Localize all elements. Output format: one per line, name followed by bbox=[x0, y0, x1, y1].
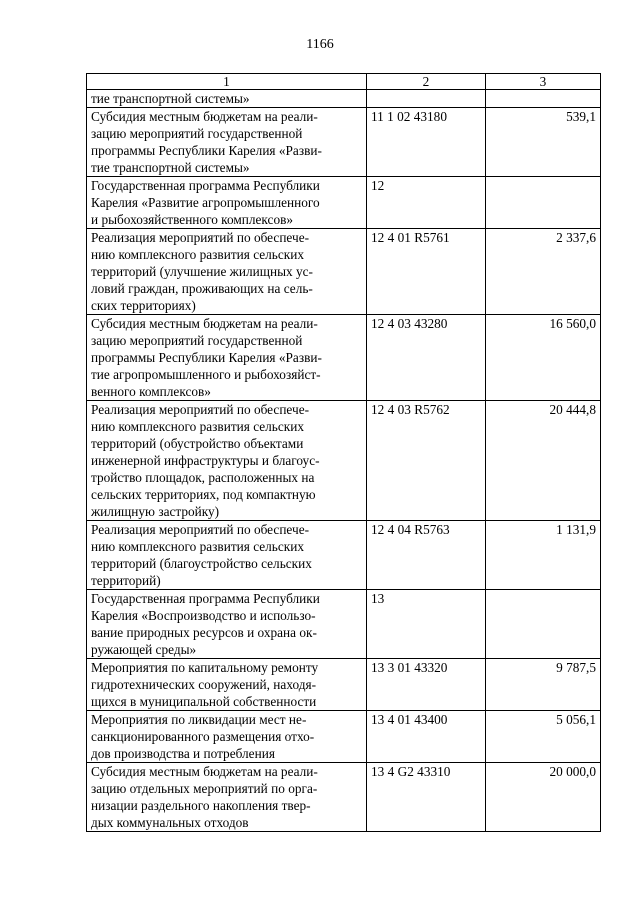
row-code: 12 4 03 R5762 bbox=[367, 401, 486, 521]
table-row bbox=[87, 763, 601, 832]
row-description bbox=[87, 108, 367, 177]
row-amount: 2 337,6 bbox=[486, 229, 601, 315]
description-line: тие транспортной системы» bbox=[91, 160, 250, 175]
row-code: 12 4 03 43280 bbox=[367, 315, 486, 401]
column-header-3: 3 bbox=[486, 74, 601, 90]
description-line: Реализация мероприятий по обеспече- bbox=[91, 230, 310, 245]
row-code: 13 4 G2 43310 bbox=[367, 763, 486, 832]
table-header-row bbox=[87, 74, 601, 90]
description-line: венного комплексов» bbox=[91, 384, 211, 399]
description-line: Карелия «Развитие агропромышленного bbox=[91, 195, 320, 210]
description-line: низации раздельного накопления твер- bbox=[91, 798, 311, 813]
table-row bbox=[87, 315, 601, 401]
description-line: ских территориях) bbox=[91, 298, 196, 313]
description-line: Реализация мероприятий по обеспече- bbox=[91, 522, 310, 537]
row-code: 12 4 04 R5763 bbox=[367, 521, 486, 590]
description-line: Субсидия местным бюджетам на реали- bbox=[91, 109, 318, 124]
column-header-1: 1 bbox=[87, 74, 367, 90]
description-line: тие агропромышленного и рыбохозяйст- bbox=[91, 367, 321, 382]
row-description bbox=[87, 590, 367, 659]
row-description bbox=[87, 315, 367, 401]
description-line: нию комплексного развития сельских bbox=[91, 419, 304, 434]
table-row bbox=[87, 177, 601, 229]
page-number: 1166 bbox=[306, 37, 334, 52]
description-line: ружающей среды» bbox=[91, 642, 197, 657]
row-description bbox=[87, 521, 367, 590]
row-code: 13 3 01 43320 bbox=[367, 659, 486, 711]
row-description bbox=[87, 711, 367, 763]
description-line: Субсидия местным бюджетам на реали- bbox=[91, 316, 318, 331]
description-line: территорий) bbox=[91, 573, 161, 588]
description-line: тие транспортной системы» bbox=[91, 91, 250, 106]
description-line: нию комплексного развития сельских bbox=[91, 539, 304, 554]
row-description bbox=[87, 90, 367, 108]
row-code: 13 4 01 43400 bbox=[367, 711, 486, 763]
description-line: Карелия «Воспроизводство и использо- bbox=[91, 608, 316, 623]
table-row bbox=[87, 401, 601, 521]
budget-table bbox=[86, 73, 601, 832]
table-row bbox=[87, 711, 601, 763]
description-line: гидротехнических сооружений, находя- bbox=[91, 677, 317, 692]
table-row bbox=[87, 590, 601, 659]
description-line: Государственная программа Республики bbox=[91, 178, 320, 193]
table-row bbox=[87, 90, 601, 108]
row-amount bbox=[486, 590, 601, 659]
description-line: Государственная программа Республики bbox=[91, 591, 320, 606]
row-code: 12 4 01 R5761 bbox=[367, 229, 486, 315]
description-line: жилищную застройку) bbox=[91, 504, 220, 519]
row-description bbox=[87, 659, 367, 711]
description-line: Реализация мероприятий по обеспече- bbox=[91, 402, 310, 417]
row-amount: 5 056,1 bbox=[486, 711, 601, 763]
row-description bbox=[87, 401, 367, 521]
row-amount: 16 560,0 bbox=[486, 315, 601, 401]
description-line: ловий граждан, проживающих на сель- bbox=[91, 281, 313, 296]
description-line: дов производства и потребления bbox=[91, 746, 275, 761]
description-line: зацию мероприятий государственной bbox=[91, 126, 303, 141]
row-description bbox=[87, 177, 367, 229]
table-body bbox=[87, 74, 601, 832]
description-line: Субсидия местным бюджетам на реали- bbox=[91, 764, 318, 779]
description-line: санкционированного размещения отхо- bbox=[91, 729, 315, 744]
row-amount: 20 444,8 bbox=[486, 401, 601, 521]
description-line: территорий (благоустройство сельских bbox=[91, 556, 312, 571]
row-amount bbox=[486, 177, 601, 229]
description-line: и рыбохозяйственного комплексов» bbox=[91, 212, 294, 227]
row-amount: 20 000,0 bbox=[486, 763, 601, 832]
table-row bbox=[87, 659, 601, 711]
row-amount: 9 787,5 bbox=[486, 659, 601, 711]
description-line: вание природных ресурсов и охрана ок- bbox=[91, 625, 317, 640]
description-line: тройство площадок, расположенных на bbox=[91, 470, 315, 485]
row-amount: 539,1 bbox=[486, 108, 601, 177]
description-line: территорий (обустройство объектами bbox=[91, 436, 304, 451]
description-line: зацию отдельных мероприятий по орга- bbox=[91, 781, 318, 796]
table-row bbox=[87, 229, 601, 315]
row-code: 13 bbox=[367, 590, 486, 659]
row-amount: 1 131,9 bbox=[486, 521, 601, 590]
row-code: 12 bbox=[367, 177, 486, 229]
description-line: программы Республики Карелия «Разви- bbox=[91, 143, 322, 158]
table-row bbox=[87, 108, 601, 177]
row-description bbox=[87, 763, 367, 832]
description-line: территорий (улучшение жилищных ус- bbox=[91, 264, 313, 279]
description-line: щихся в муниципальной собственности bbox=[91, 694, 317, 709]
table-row bbox=[87, 521, 601, 590]
column-header-2: 2 bbox=[367, 74, 486, 90]
row-description bbox=[87, 229, 367, 315]
description-line: сельских территориях, под компактную bbox=[91, 487, 316, 502]
description-line: зацию мероприятий государственной bbox=[91, 333, 303, 348]
description-line: Мероприятия по ликвидации мест не- bbox=[91, 712, 307, 727]
description-line: Мероприятия по капитальному ремонту bbox=[91, 660, 319, 675]
description-line: нию комплексного развития сельских bbox=[91, 247, 304, 262]
description-line: инженерной инфраструктуры и благоус- bbox=[91, 453, 320, 468]
row-code: 11 1 02 43180 bbox=[367, 108, 486, 177]
row-code bbox=[367, 90, 486, 108]
description-line: программы Республики Карелия «Разви- bbox=[91, 350, 322, 365]
description-line: дых коммунальных отходов bbox=[91, 815, 249, 830]
row-amount bbox=[486, 90, 601, 108]
